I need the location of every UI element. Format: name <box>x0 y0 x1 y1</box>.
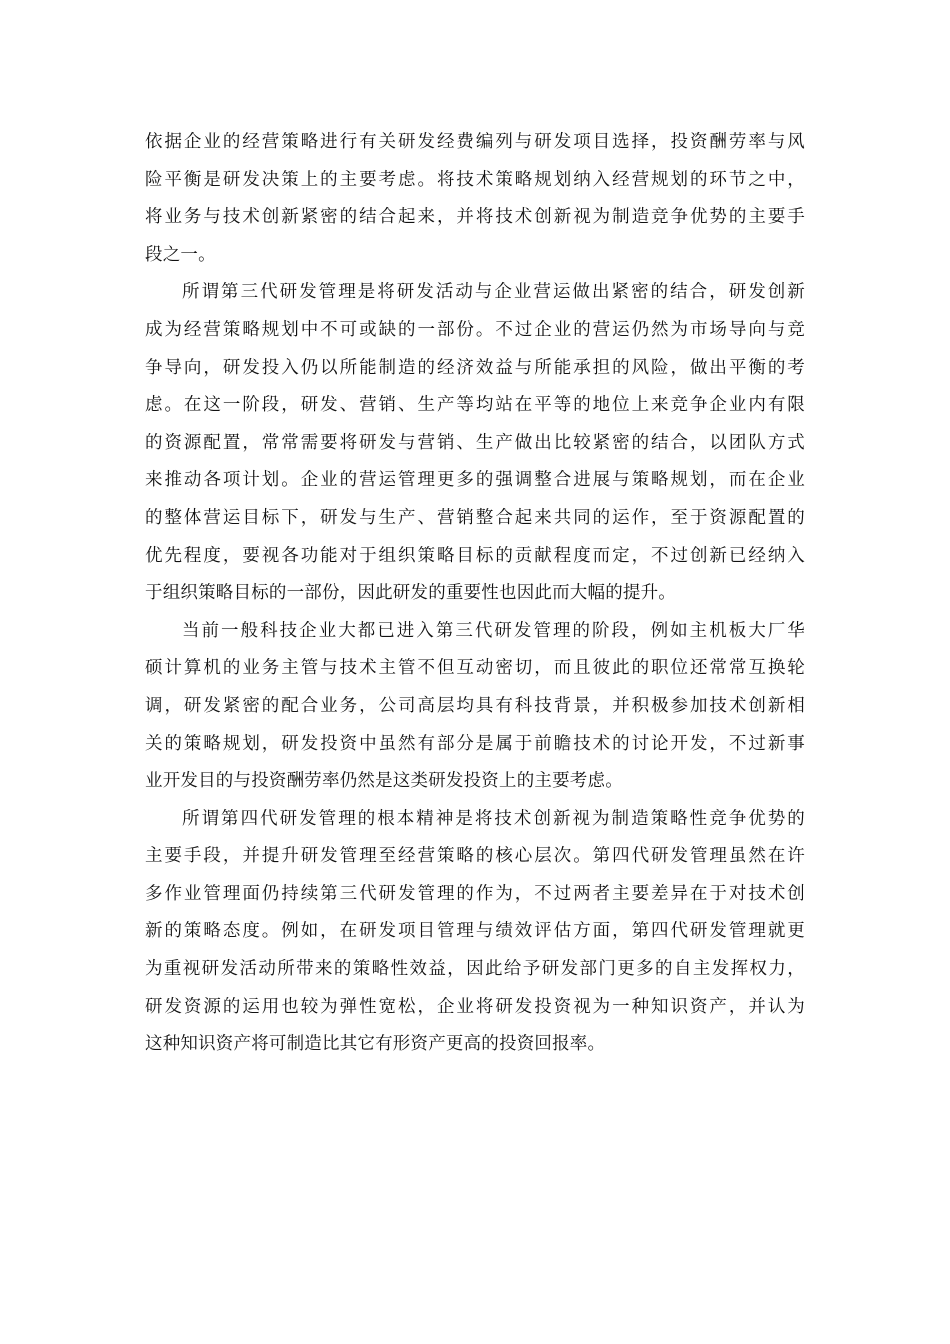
paragraph-2-line-3: 争导向，研发投入仍以所能制造的经济效益与所能承担的风险，做出平衡的考 <box>145 357 805 378</box>
paragraph-3-line-2: 硕计算机的业务主管与技术主管不但互动密切，而且彼此的职位还常常互换轮 <box>145 658 805 679</box>
paragraph-2-line-1: 所谓第三代研发管理是将研发活动与企业营运做出紧密的结合，研发创新 <box>182 282 805 303</box>
paragraph-4-line-2: 主要手段，并提升研发管理至经营策略的核心层次。第四代研发管理虽然在许 <box>145 846 805 867</box>
paragraph-4-line-3: 多作业管理面仍持续第三代研发管理的作为，不过两者主要差异在于对技术创 <box>145 883 805 904</box>
paragraph-2-line-4: 虑。在这一阶段，研发、营销、生产等均站在平等的地位上来竞争企业内有限 <box>145 395 805 416</box>
paragraph-4-line-5: 为重视研发活动所带来的策略性效益，因此给予研发部门更多的自主发挥权力， <box>145 959 805 980</box>
paragraph-4-line-4: 新的策略态度。例如，在研发项目管理与绩效评估方面，第四代研发管理就更 <box>145 921 805 942</box>
paragraph-2-line-2: 成为经营策略规划中不可或缺的一部份。不过企业的营运仍然为市场导向与竞 <box>145 319 805 340</box>
paragraph-2-line-9: 于组织策略目标的一部份，因此研发的重要性也因此而大幅的提升。 <box>145 583 676 604</box>
paragraph-2-line-6: 来推动各项计划。企业的营运管理更多的强调整合进展与策略规划，而在企业 <box>145 470 805 491</box>
paragraph-2-line-7: 的整体营运目标下，研发与生产、营销整合起来共同的运作，至于资源配置的 <box>145 507 805 528</box>
paragraph-1-line-4: 段之一。 <box>145 244 216 265</box>
paragraph-3-line-4: 关的策略规划，研发投资中虽然有部分是属于前瞻技术的讨论开发，不过新事 <box>145 733 805 754</box>
paragraph-1-line-1: 依据企业的经营策略进行有关研发经费编列与研发项目选择，投资酬劳率与风 <box>145 132 805 152</box>
paragraph-4-line-6: 研发资源的运用也较为弹性宽松，企业将研发投资视为一种知识资产，并认为 <box>145 996 805 1017</box>
paragraph-3-line-1: 当前一般科技企业大都已进入第三代研发管理的阶段，例如主机板大厂华 <box>182 620 805 641</box>
paragraph-1-line-3: 将业务与技术创新紧密的结合起来，并将技术创新视为制造竞争优势的主要手 <box>145 207 805 228</box>
paragraph-4-line-1: 所谓第四代研发管理的根本精神是将技术创新视为制造策略性竞争优势的 <box>182 808 805 829</box>
body-text <box>145 124 805 1064</box>
paragraph-1-line-2: 险平衡是研发决策上的主要考虑。将技术策略规划纳入经营规划的环节之中， <box>145 169 805 190</box>
paragraph-2-line-8: 优先程度，要视各功能对于组织策略目标的贡献程度而定，不过创新已经纳入 <box>145 545 805 566</box>
paragraph-4-line-7: 这种知识资产将可制造比其它有形资产更高的投资回报率。 <box>145 1034 606 1055</box>
paragraph-3-line-5: 业开发目的与投资酬劳率仍然是这类研发投资上的主要考虑。 <box>145 771 623 792</box>
paragraph-3-line-3: 调，研发紧密的配合业务，公司高层均具有科技背景，并积极参加技术创新相 <box>145 695 805 716</box>
paragraph-2-line-5: 的资源配置，常常需要将研发与营销、生产做出比较紧密的结合，以团队方式 <box>145 432 805 453</box>
